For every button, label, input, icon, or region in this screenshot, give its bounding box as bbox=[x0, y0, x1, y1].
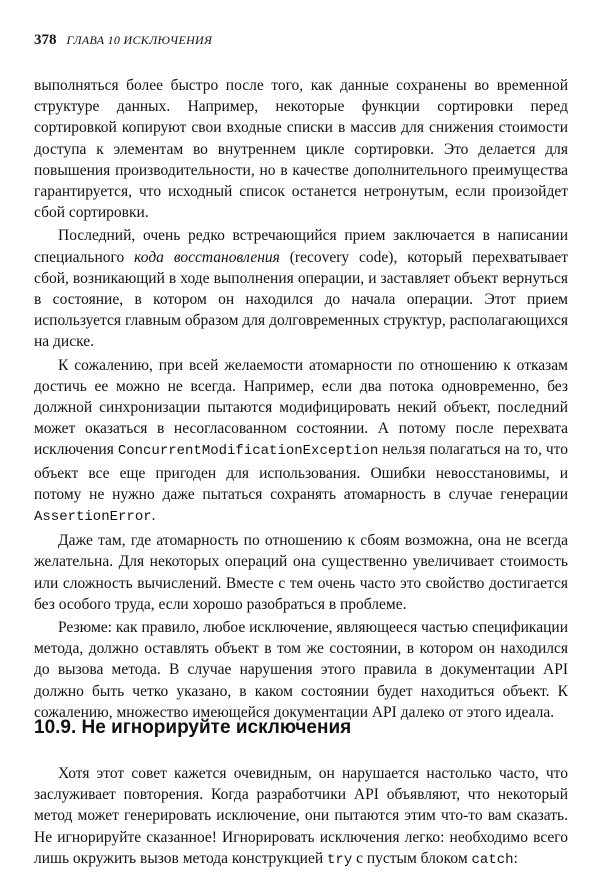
paragraph-text: : bbox=[513, 849, 518, 867]
paragraph-continuation bbox=[34, 75, 568, 223]
emphasized-term: кода восстановления bbox=[134, 248, 280, 266]
paragraph-text: Последний, очень редко встречающийся прием заключается в написании специального bbox=[34, 227, 568, 266]
paragraph-summary bbox=[34, 617, 568, 723]
paragraph-recovery-code bbox=[34, 225, 568, 352]
paragraph-text: нельзя полагаться на то, что объект все еще пригоден для использования. Ошибки невосстановимы, и потому не нужно даже пытаться сохранять атомарность в случае генерации bbox=[34, 441, 569, 503]
paragraph-text: Даже там, где атомарность по отношению к сбоям возможна, она не всегда желательна. Для некоторых операций она существенно увеличивает стоимость или сложность вычислений. Вместе с тем очень часто это свойство достигается без особого труда, если хорошо разобраться в проблеме. bbox=[34, 532, 568, 613]
paragraph-text: с пустым блоком bbox=[352, 849, 472, 867]
page-number: 378 bbox=[34, 32, 57, 48]
paragraph-ignore-exceptions bbox=[34, 763, 568, 871]
code-try: try bbox=[327, 851, 353, 868]
paragraph-atomicity bbox=[34, 355, 568, 529]
paragraph-text: (recovery code), который перехватывает сбой, возникающий в ходе выполнения операции, и заставляет объект вернуться в состояние, в котором он находился до начала операции. Этот прием используется главным образом для долговременных структур, располагающихся на диске. bbox=[34, 248, 568, 351]
section-body-text bbox=[34, 763, 568, 871]
code-assertion-error: AssertionError bbox=[34, 509, 152, 526]
running-header bbox=[34, 32, 212, 48]
paragraph-text: К сожалению, при всей желаемости атомарности по отношению к отказам достичь ее можно не всегда. Например, если два потока одновременно, без должной синхронизации пытаются модифицировать некий объект, последний может оказаться в несогласованном состоянии. А потому после перехвата исключения bbox=[34, 356, 568, 459]
paragraph-text: Хотя этот совет кажется очевидным, он нарушается настолько часто, что заслуживает повторения. Когда разработчики API объявляют, что некоторый метод может генерировать исключение, они пытаются этим что-то вам сказать. Не игнорируйте сказанное! Игнорировать исключения легко: необходимо всего лишь окружить вызов метода конструкцией bbox=[34, 765, 568, 867]
chapter-title: ГЛАВА 10 ИСКЛЮЧЕНИЯ bbox=[66, 33, 213, 47]
paragraph-text: Резюме: как правило, любое исключение, являющееся частью спецификации метода, должно оставлять объект в том же состоянии, в котором он находился до вызова метода. В случае нарушения этого правила в документации API должно быть четко указано, в каком состоянии будет находиться объект. К сожалению, множество имеющейся документации API далеко от этого идеала. bbox=[34, 619, 568, 721]
code-catch: catch bbox=[471, 851, 514, 868]
code-concurrent-modification-exception: ConcurrentModificationException bbox=[117, 443, 379, 460]
paragraph-text: выполняться более быстро после того, как данные сохранены во временной структуре данных. Например, некоторые функции сортировки перед сортировкой копируют свои входные списки в массив для снижения стоимости доступа к элементам во внутреннем цикле сортировки. Это делается для повышения производительности, но в качестве дополнительного преимущества гарантируется, что исходный список останется нетронутым, если произойдет сбой сортировки. bbox=[34, 77, 568, 222]
paragraph-text: . bbox=[151, 507, 156, 525]
section-heading: 10.9. Не игнорируйте исключения bbox=[34, 717, 352, 738]
paragraph-desirability bbox=[34, 530, 568, 615]
body-text bbox=[34, 75, 568, 723]
